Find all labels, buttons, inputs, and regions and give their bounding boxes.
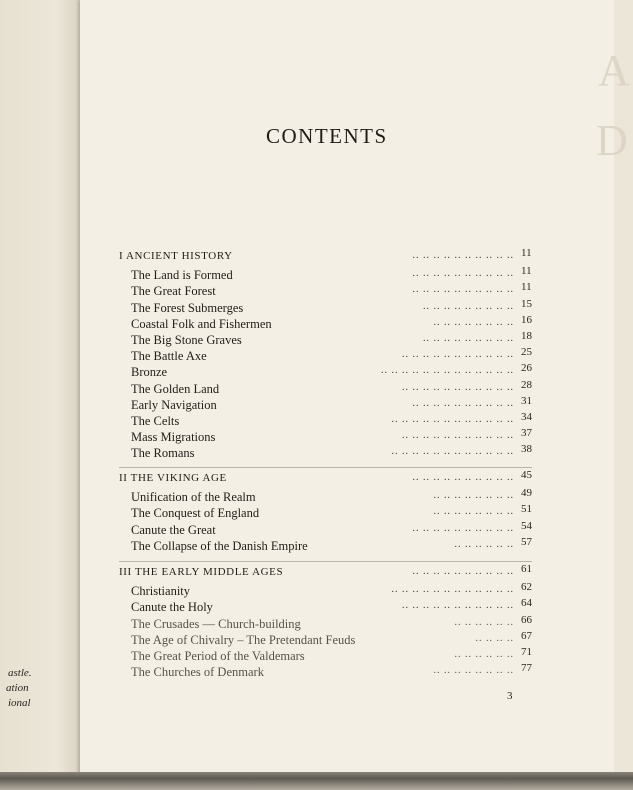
entry-title: The Celts — [131, 414, 180, 428]
dot-leader: .. .. .. .. .. .. .. .. — [433, 665, 514, 677]
entry-title: The Golden Land — [131, 381, 220, 396]
dot-leader: .. .. .. .. .. .. .. .. .. .. .. — [402, 600, 514, 612]
page-ref: 25 — [521, 346, 532, 359]
entry-title: The Great Forest — [131, 284, 216, 299]
entry-title: The Crusades — Church-building — [131, 616, 301, 631]
page-ref: 15 — [521, 297, 532, 310]
dot-leader: .. .. .. .. .. .. .. .. .. .. .. — [402, 430, 514, 442]
book-edge — [0, 772, 633, 790]
entry-title: The Big Stone Graves — [131, 333, 242, 347]
dot-leader: .. .. .. .. .. .. .. .. .. .. .. — [402, 381, 514, 393]
dot-leader: .. .. .. .. .. .. .. .. — [433, 316, 514, 328]
entry-title: The Romans — [131, 446, 195, 461]
bleed-through-letter: A — [598, 46, 630, 95]
section-title: III THE EARLY MIDDLE AGES — [119, 566, 284, 578]
page-ref: 34 — [521, 411, 532, 423]
entry-title: Bronze — [131, 365, 168, 380]
entry-title: Canute the Holy — [131, 600, 213, 615]
dot-leader: .. .. .. .. .. .. .. .. .. .. — [412, 397, 514, 409]
section-divider — [119, 467, 532, 468]
entry-title: Christianity — [131, 584, 191, 599]
page-ref: 51 — [521, 503, 532, 516]
page-ref: 64 — [521, 597, 532, 610]
page-ref: 38 — [521, 443, 532, 456]
page-ref: 67 — [521, 629, 532, 642]
entry-title: The Great Period of the Valdemars — [131, 649, 305, 663]
entry-title: Coastal Folk and Fishermen — [131, 316, 272, 331]
entry-title: The Battle Axe — [131, 349, 207, 364]
dot-leader: .. .. .. .. .. .. .. .. — [433, 490, 514, 502]
dot-leader: .. .. .. .. .. .. .. .. .. .. .. .. — [391, 446, 514, 458]
page-ref: 37 — [521, 427, 532, 440]
page-ref: 18 — [521, 330, 532, 342]
toc-entry[interactable] — [119, 665, 534, 683]
dot-leader: .. .. .. .. .. .. .. .. .. — [423, 300, 514, 312]
dot-leader: .. .. .. .. .. .. .. .. .. .. .. .. — [391, 584, 514, 596]
entry-title: Mass Migrations — [131, 430, 216, 445]
entry-title: The Forest Submerges — [131, 300, 244, 315]
dot-leader: .. .. .. .. .. .. .. .. .. .. — [412, 250, 514, 261]
page-ref: 62 — [521, 581, 532, 594]
dot-leader: .. .. .. .. .. .. — [454, 616, 514, 628]
page-ref: 31 — [521, 394, 532, 407]
entry-title: The Age of Chivalry – The Pretendant Feuds — [131, 632, 356, 647]
section-title: II THE VIKING AGE — [119, 472, 227, 484]
dot-leader: .. .. .. .. — [475, 632, 514, 644]
page-ref: 16 — [521, 313, 532, 326]
entry-title: The Collapse of the Danish Empire — [131, 538, 308, 553]
toc-entry[interactable] — [119, 539, 534, 557]
dot-leader: .. .. .. .. .. .. .. .. .. .. — [412, 268, 514, 280]
toc-section-heading[interactable] — [119, 472, 534, 490]
facing-page-edge — [0, 0, 82, 775]
facing-page-text: ation — [6, 682, 29, 694]
dot-leader: .. .. .. .. .. .. — [454, 538, 514, 550]
dot-leader: .. .. .. .. .. .. .. .. .. .. .. — [402, 349, 514, 361]
entry-title: The Churches of Denmark — [131, 665, 264, 680]
dot-leader: .. .. .. .. .. .. .. .. .. — [423, 333, 514, 344]
section-divider — [119, 561, 532, 562]
page-number: 3 — [507, 690, 513, 702]
bleed-through-letter: D — [596, 116, 628, 165]
dot-leader: .. .. .. .. .. .. .. .. .. .. .. .. .. — [381, 365, 514, 377]
page-ref: 28 — [521, 378, 532, 391]
dot-leader: .. .. .. .. .. .. .. .. .. .. — [412, 284, 514, 296]
page-ref: 26 — [521, 362, 532, 375]
section-title: I ANCIENT HISTORY — [119, 250, 233, 262]
toc-entry[interactable] — [119, 446, 534, 464]
page-title: CONTENTS — [266, 124, 388, 148]
page-ref: 45 — [521, 469, 532, 481]
page-ref: 54 — [521, 519, 532, 532]
dot-leader: .. .. .. .. .. .. .. .. .. .. — [412, 522, 514, 534]
facing-page-text: ional — [8, 697, 31, 709]
entry-title: Early Navigation — [131, 397, 217, 412]
facing-page-text: astle. — [8, 667, 32, 679]
page-ref: 66 — [521, 613, 532, 626]
page-ref: 49 — [521, 487, 532, 500]
entry-title: Unification of the Realm — [131, 490, 256, 505]
page-ref: 71 — [521, 646, 532, 658]
entry-title: Canute the Great — [131, 522, 216, 537]
dot-leader: .. .. .. .. .. .. .. .. — [433, 506, 514, 518]
toc-section-heading[interactable] — [119, 250, 534, 268]
page-ref: 11 — [521, 281, 532, 294]
dot-leader: .. .. .. .. .. .. .. .. .. .. — [412, 472, 514, 483]
page-ref: 57 — [521, 535, 532, 548]
toc-section-heading[interactable] — [119, 566, 534, 584]
entry-title: The Conquest of England — [131, 506, 260, 521]
entry-title: The Land is Formed — [131, 268, 233, 283]
page-ref: 11 — [521, 247, 532, 259]
dot-leader: .. .. .. .. .. .. — [454, 649, 514, 660]
page-ref: 77 — [521, 662, 532, 675]
page-ref: 61 — [521, 563, 532, 575]
dot-leader: .. .. .. .. .. .. .. .. .. .. .. .. — [391, 414, 514, 425]
page-ref: 11 — [521, 265, 532, 278]
dot-leader: .. .. .. .. .. .. .. .. .. .. — [412, 566, 514, 577]
